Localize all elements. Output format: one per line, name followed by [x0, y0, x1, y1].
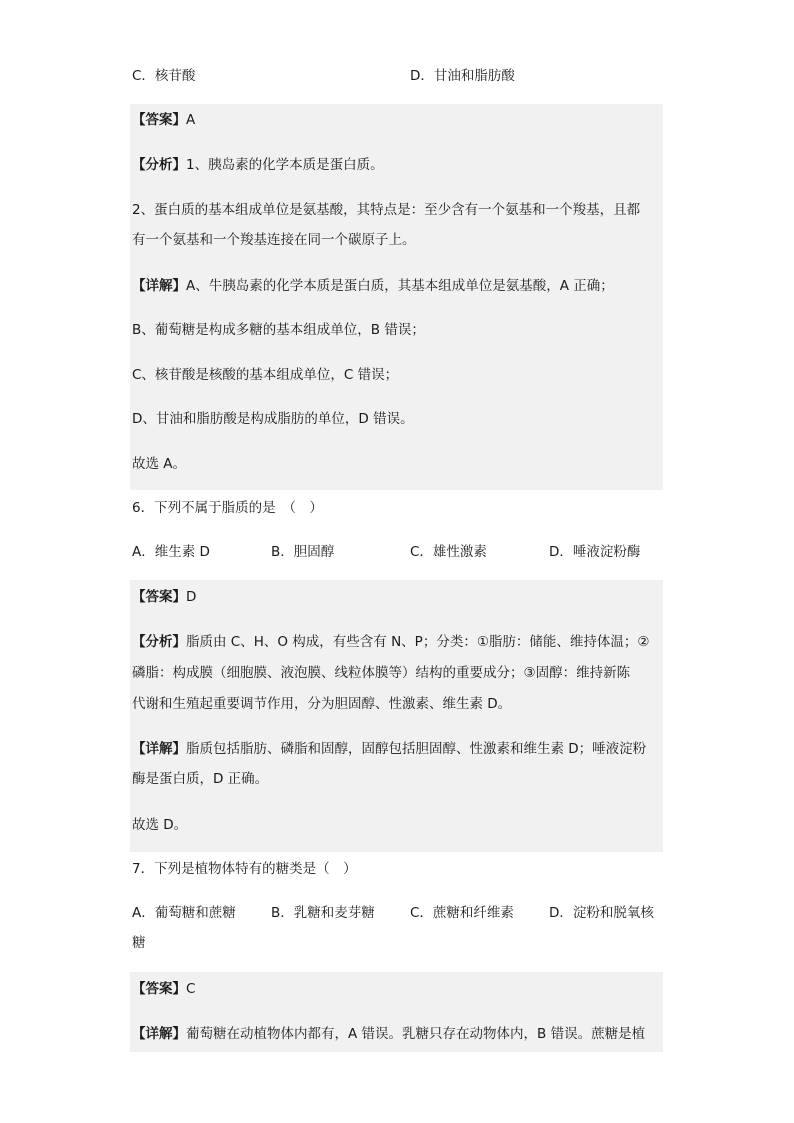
q5-answer [132, 110, 195, 130]
detail-tag: 【详解】 [132, 278, 186, 294]
q7-detail-line-1: 【详解】葡萄糖在动植物体内都有，A 错误。乳糖只存在动物体内，B 错误。蔗糖是植 [132, 1026, 646, 1042]
analysis-tag: 【分析】 [132, 634, 186, 650]
answer-value: D [186, 589, 197, 605]
q6-detail-line-2: 酶是蛋白质，D 正确。 [132, 771, 269, 787]
q7-stem: 7．下列是植物体特有的糖类是（ ） [132, 861, 357, 877]
analysis-tag: 【分析】 [132, 157, 186, 173]
q5-option-d: D．甘油和脂肪酸 [410, 68, 515, 84]
q5-detail-a: 【详解】A、牛胰岛素的化学本质是蛋白质，其基本组成单位是氨基酸，A 正确； [132, 278, 614, 294]
q5-analysis-line-3: 有一个氨基和一个羧基连接在同一个碳原子上。 [132, 232, 416, 248]
q6-analysis-line-3: 代谢和生殖起重要调节作用，分为胆固醇、性激素、维生素 D。 [132, 696, 512, 712]
q6-conclusion: 故选 D。 [132, 817, 188, 833]
q5-detail-d: D、甘油和脂肪酸是构成脂肪的单位，D 错误。 [132, 411, 414, 427]
q6-option-c: C．雄性激素 [410, 544, 487, 560]
q7-option-d: D．淀粉和脱氧核 [549, 905, 654, 921]
q5-conclusion: 故选 A。 [132, 456, 187, 472]
q7-answer [132, 979, 195, 999]
answer-tag: 【答案】 [132, 981, 186, 997]
answer-value: A [186, 112, 196, 128]
q7-option-d-wrap: 糖 [132, 935, 146, 951]
q6-answer [132, 587, 196, 607]
detail-tag: 【详解】 [132, 1026, 186, 1042]
q7-option-c: C．蔗糖和纤维素 [410, 905, 514, 921]
q6-analysis-line-1: 【分析】脂质由 C、H、O 构成，有些含有 N、P；分类：①脂肪：储能、维持体温；② [132, 634, 650, 650]
q6-stem: 6．下列不属于脂质的是 （ ） [132, 500, 323, 516]
q6-option-d: D．唾液淀粉酶 [549, 544, 641, 560]
q6-analysis-line-2: 磷脂：构成膜（细胞膜、液泡膜、线粒体膜等）结构的重要成分；③固醇：维持新陈 [132, 665, 631, 681]
q5-option-c: C．核苷酸 [132, 68, 196, 84]
q5-detail-c: C、核苷酸是核酸的基本组成单位，C 错误； [132, 367, 399, 383]
answer-tag: 【答案】 [132, 589, 186, 605]
q7-option-a: A．葡萄糖和蔗糖 [132, 905, 236, 921]
q5-analysis-line-1: 【分析】1、胰岛素的化学本质是蛋白质。 [132, 157, 384, 173]
answer-block-q6 [130, 580, 663, 852]
answer-tag: 【答案】 [132, 112, 186, 128]
answer-value: C [186, 981, 196, 997]
q6-detail-line-1: 【详解】脂质包括脂肪、磷脂和固醇，固醇包括胆固醇、性激素和维生素 D；唾液淀粉 [132, 741, 647, 757]
q5-detail-b: B、葡萄糖是构成多糖的基本组成单位，B 错误； [132, 322, 425, 338]
q7-option-b: B．乳糖和麦芽糖 [271, 905, 375, 921]
q5-analysis-line-2: 2、蛋白质的基本组成单位是氨基酸，其特点是：至少含有一个氨基和一个羧基，且都 [132, 202, 641, 218]
detail-tag: 【详解】 [132, 741, 186, 757]
q6-option-b: B．胆固醇 [271, 544, 335, 560]
q6-option-a: A．维生素 D [132, 544, 210, 560]
